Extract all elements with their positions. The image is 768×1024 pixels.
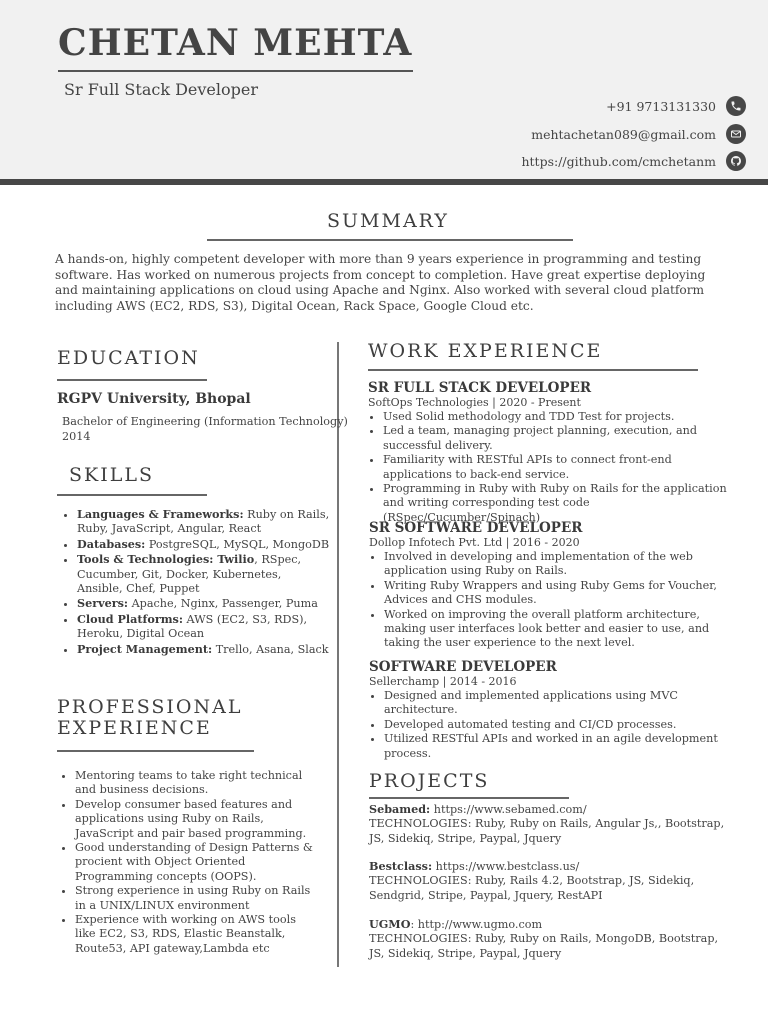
job-3 [369, 659, 734, 761]
work-title: WORK EXPERIENCE [368, 340, 603, 362]
job-bullet: • Designed and implemented applications using MVC architecture. [384, 689, 734, 718]
project-url[interactable]: https://www.bestclass.us/ [432, 860, 580, 873]
project-tech: TECHNOLOGIES: Ruby, Ruby on Rails, MongoDB, Bootstrap, JS, Sidekiq, Stripe, Paypal, Jquery [369, 932, 719, 960]
skills-title: SKILLS [69, 464, 154, 486]
job-title: SOFTWARE DEVELOPER [369, 659, 557, 675]
project-url[interactable]: : http://www.ugmo.com [410, 918, 543, 931]
phone-icon [726, 96, 746, 116]
job-company: Dollop Infotech Pvt. Ltd | 2016 - 2020 [369, 536, 580, 549]
professional-underline [57, 750, 254, 752]
summary-title: SUMMARY [327, 210, 449, 232]
skill-item: • Databases: PostgreSQL, MySQL, MongoDB [77, 537, 330, 552]
job-bullet: • Led a team, managing project planning, execution, and successful delivery. [383, 424, 733, 453]
candidate-name: CHETAN MEHTA [58, 22, 413, 64]
professional-title-line2: EXPERIENCE [57, 717, 212, 739]
skill-item: • Languages & Frameworks: Ruby on Rails, Ruby, JavaScript, Angular, React [77, 507, 330, 537]
education-title: EDUCATION [57, 347, 200, 369]
education-underline [57, 379, 207, 381]
job-bullet: • Developed automated testing and CI/CD processes. [384, 718, 734, 732]
job-company: Sellerchamp | 2014 - 2016 [369, 675, 517, 688]
contact-github [521, 151, 746, 171]
skill-item: • Servers: Apache, Nginx, Passenger, Puma [77, 596, 330, 611]
skills-underline [57, 494, 207, 496]
job-bullet: • Used Solid methodology and TDD Test for projects. [383, 410, 733, 424]
job-bullet: • Utilized RESTful APIs and worked in an agile development process. [384, 732, 734, 761]
job-title: SR SOFTWARE DEVELOPER [369, 520, 583, 536]
email-text[interactable]: mehtachetan089@gmail.com [531, 126, 716, 142]
project-name: Sebamed: [369, 802, 431, 816]
professional-list [60, 769, 318, 956]
skills-list [62, 507, 330, 657]
job-bullet: • Writing Ruby Wrappers and using Ruby Gems for Voucher, Advices and CHS modules. [384, 579, 734, 608]
job-bullet: • Involved in developing and implementation of the web application using Ruby on Rails. [384, 550, 734, 579]
professional-title-line1: PROFESSIONAL [57, 696, 243, 718]
contact-phone [606, 96, 746, 116]
job-company: SoftOps Technologies | 2020 - Present [368, 396, 581, 409]
name-underline [58, 70, 413, 72]
projects-underline [369, 797, 569, 799]
professional-item: • Develop consumer based features and applications using Ruby on Rails, JavaScript and pair based programming. [75, 798, 318, 841]
job-bullet: • Programming in Ruby with Ruby on Rails for the application and writing corresponding test code (RSpec/Cucumber/Spinach) [383, 482, 733, 525]
github-icon [726, 151, 746, 171]
project-url[interactable]: https://www.sebamed.com/ [430, 803, 587, 816]
summary-text: A hands-on, highly competent developer with more than 9 years experience in programming and testing software. Has worked on numerous projects from concept to completion. Have great expertise deploying and maintaining applications on cloud using Apache and Nginx. Also worked with several cloud platform including AWS (EC2, RDS, S3), Digital Ocean, Rack Space, Google Cloud etc. [55, 252, 706, 313]
job-bullet: • Familiarity with RESTful APIs to connect front-end applications to back-end service. [383, 453, 733, 482]
professional-item: • Good understanding of Design Patterns & procient with Object Oriented Programming concepts (OOPS). [75, 841, 318, 884]
skill-item: • Tools & Technologies: Twilio, RSpec, Cucumber, Git, Docker, Kubernetes, Ansible, Chef, Puppet [77, 552, 330, 596]
project-bestclass [369, 859, 734, 903]
professional-item: • Strong experience in using Ruby on Rails in a UNIX/LINUX environment [75, 884, 318, 913]
project-tech: TECHNOLOGIES: Ruby, Rails 4.2, Bootstrap, JS, Sidekiq, Sendgrid, Stripe, Paypal, Jquery, RestAPI [369, 874, 695, 902]
github-text[interactable]: https://github.com/cmchetanm [521, 153, 716, 169]
work-underline [368, 369, 698, 371]
project-tech: TECHNOLOGIES: Ruby, Ruby on Rails, Angular Js,, Bootstrap, JS, Sidekiq, Stripe, Paypal, Jquery [369, 817, 725, 845]
project-sebamed [369, 802, 734, 846]
project-name: Bestclass: [369, 859, 433, 873]
job-title: SR FULL STACK DEVELOPER [368, 380, 592, 396]
education-school: RGPV University, Bhopal [57, 391, 251, 407]
contact-email [531, 124, 746, 144]
education-degree: Bachelor of Engineering (Information Technology) [62, 415, 348, 428]
skill-item: • Project Management: Trello, Asana, Slack [77, 642, 330, 657]
column-divider [337, 342, 339, 967]
summary-underline [207, 239, 573, 241]
job-1 [368, 380, 733, 525]
phone-text: +91 9713131330 [606, 98, 716, 114]
projects-title: PROJECTS [369, 770, 490, 792]
job-bullet: • Worked on improving the overall platform architecture, making user interfaces look better and easier to use, and taking the user experience to the next level. [384, 608, 734, 651]
mail-icon [726, 124, 746, 144]
header-divider-bar [0, 179, 768, 185]
job-2 [369, 520, 734, 651]
education-year: 2014 [62, 430, 91, 443]
professional-item: • Experience with working on AWS tools like EC2, S3, RDS, Elastic Beanstalk, Route53, API gateway,Lambda etc [75, 913, 318, 956]
skill-item: • Cloud Platforms: AWS (EC2, S3, RDS), Heroku, Digital Ocean [77, 612, 330, 642]
professional-item: • Mentoring teams to take right technical and business decisions. [75, 769, 318, 798]
project-ugmo [369, 917, 734, 961]
candidate-role: Sr Full Stack Developer [64, 80, 259, 99]
project-name: UGMO [369, 917, 411, 931]
